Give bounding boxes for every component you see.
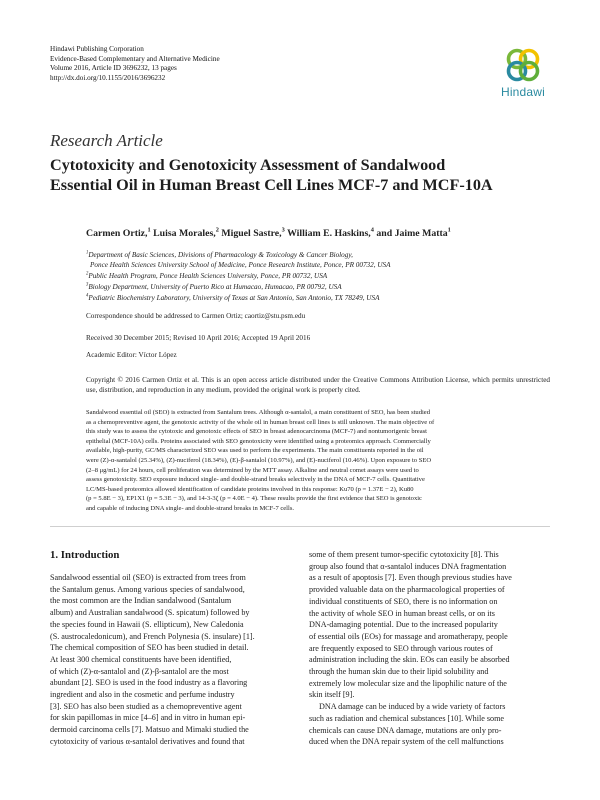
affiliation xyxy=(86,283,556,293)
body-line: administration including the skin. EOs can easily be absorbed xyxy=(309,655,510,665)
body-line: DNA-damaging potential. Due to the increased popularity xyxy=(309,620,498,630)
body-line: chemicals can cause DNA damage, mutations are only pro- xyxy=(309,725,502,735)
affil-marker: 4 xyxy=(86,293,89,299)
copyright-notice: Copyright © 2016 Carmen Ortiz et al. This is an open access article distributed under the Creative Commons Attribution License, which permits unrestricted use, distribution, and reproduction in any medium, provided the original work is properly cited. xyxy=(86,376,550,394)
body-line: provided valuable data on the pharmacological properties of xyxy=(309,585,505,595)
affil-text: Pediatric Biochemistry Laboratory, University of Texas at San Antonio, San Antonio, TX 78249, USA xyxy=(88,294,380,302)
body-line: for skin papillomas in mice [4–6] and in vitro in human epi- xyxy=(50,713,246,723)
affil-text: Public Health Program, Ponce Health Sciences University, Ponce, PR 00732, USA xyxy=(88,272,328,280)
affil-text: Ponce Health Sciences University School of Medicine, Ponce Research Institute, Ponce, PR 00732, USA xyxy=(90,260,391,269)
body-line: individual constituents of SEO, there is no information on xyxy=(309,596,498,606)
author-affil-marker: 4 xyxy=(370,226,374,234)
body-line: as a result of apoptosis [7]. Even though previous studies have xyxy=(309,573,512,583)
abstract-line: Sandalwood essential oil (SEO) is extracted from Santalum trees. Although α-santalol, a main constituent of SEO, has been studied xyxy=(86,409,430,416)
body-line: group also found that α-santalol induces DNA fragmentation xyxy=(309,561,507,571)
author-affil-marker: 1 xyxy=(147,226,151,234)
journal-header xyxy=(50,45,350,83)
affil-text: Department of Basic Sciences, Divisions of Pharmacology & Toxicology & Cancer Biology, xyxy=(88,251,353,259)
article-title xyxy=(50,156,560,195)
body-line: of which (Z)-α-santalol and (Z)-β-santalol are the most xyxy=(50,666,229,676)
author-name: and Jaime Matta xyxy=(376,228,448,239)
body-line: such as radiation and chemical substances [10]. While some xyxy=(309,713,505,723)
body-line: are frequently exposed to SEO through various routes of xyxy=(309,643,493,653)
body-line: The chemical composition of SEO has been studied in detail. xyxy=(50,643,249,653)
body-line: (S. austrocaledonicum), and French Polynesia (S. insulare) [1]. xyxy=(50,631,255,641)
body-line: duced when the DNA repair system of the cell malfunctions xyxy=(309,737,504,747)
body-line: the species found in Hawaii (S. ellipticum), New Caledonia xyxy=(50,619,244,629)
right-column xyxy=(309,549,550,748)
abstract-line: LC/MS-based proteomics allowed identification of candidate proteins involved in this response: Ku70 (p = 1.37E − 2), Ku80 xyxy=(86,485,414,493)
body-line: dermoid carcinoma cells [7]. Matsuo and Mimaki studied the xyxy=(50,725,249,735)
body-line: skin itself [9]. xyxy=(309,690,355,700)
journal-name: Evidence-Based Complementary and Alternative Medicine xyxy=(50,54,220,63)
abstract-line: were (Z)-α-santalol (25.34%), (Z)-nuciferol (18.34%), (E)-β-santalol (10.97%), and (E)-nuciferol (10.46%). Upon exposure to SEO xyxy=(86,456,432,464)
left-column xyxy=(50,572,291,748)
body-line: extremely low molecular size and the lipophilic nature of the xyxy=(309,678,507,688)
abstract-line: as a chemopreventive agent, the genotoxic activity of the whole oil in human breast cell lines is still unknown. The main objective of xyxy=(86,418,435,426)
abstract-line: assess genotoxicity. SEO exposure induced single- and double-strand breaks selectively in the DNA of MCF-7 cells. Quantitative xyxy=(86,476,425,484)
logo-wordmark: Hindawi xyxy=(500,85,546,99)
body-line: the most common are the Indian sandalwood (Santalum xyxy=(50,596,232,606)
abstract-line: available, high-purity, GC/MS characterized SEO was used to perform the experiments. The main constituents reported in the oil xyxy=(86,447,424,455)
correspondence: Correspondence should be addressed to Carmen Ortiz; caortiz@stu.psm.edu xyxy=(86,312,306,320)
hindawi-logo xyxy=(494,46,552,106)
author-affil-marker: 1 xyxy=(447,226,451,234)
affil-marker: 1 xyxy=(86,250,89,256)
affiliation xyxy=(86,272,556,282)
author-name: Luisa Morales, xyxy=(153,228,216,239)
article-type: Research Article xyxy=(50,131,163,150)
affil-marker: 3 xyxy=(86,282,89,288)
body-line: album) and Australian sandalwood (S. spicatum) followed by xyxy=(50,608,250,618)
abstract-line: this study was to assess the cytotoxic and genotoxic effects of SEO in breast adenocarcinoma (MCF-7) and nontumorigenic breast xyxy=(86,428,427,436)
volume-info: Volume 2016, Article ID 3696232, 13 pages xyxy=(50,64,177,73)
body-line: Sandalwood essential oil (SEO) is extracted from trees from xyxy=(50,573,246,582)
section-divider xyxy=(50,526,550,527)
publisher-name: Hindawi Publishing Corporation xyxy=(50,45,144,53)
body-line: some of them present tumor-specific cytotoxicity [8]. This xyxy=(309,550,499,559)
body-line: At least 300 chemical constituents have been identified, xyxy=(50,654,232,664)
doi-link[interactable]: http://dx.doi.org/10.1155/2016/3696232 xyxy=(50,73,166,82)
author-name: William E. Haskins, xyxy=(287,228,371,239)
affiliation xyxy=(86,294,556,304)
affil-marker: 2 xyxy=(86,271,89,277)
body-line: abundant [2]. SEO is used in the food industry as a flavoring xyxy=(50,678,248,688)
title-line: Cytotoxicity and Genotoxicity Assessment of Sandalwood xyxy=(50,156,446,174)
author-affil-marker: 3 xyxy=(281,226,285,234)
author-list xyxy=(86,228,556,239)
abstract-line: and capable of inducing DNA single- and double-strand breaks in MCF-7 cells. xyxy=(86,504,294,512)
academic-editor: Academic Editor: Víctor López xyxy=(86,351,177,359)
body-line: the Santalum genus. Among various species of sandalwood, xyxy=(50,584,245,594)
affiliation xyxy=(86,251,556,270)
author-name: Carmen Ortiz, xyxy=(86,228,148,239)
body-line: the activity of whole SEO in human breast cells, or on its xyxy=(309,608,495,618)
abstract xyxy=(86,408,550,514)
body-line: of essential oils (EOs) for massage and aromatherapy, people xyxy=(309,631,508,641)
hindawi-logo-icon xyxy=(504,46,542,84)
body-line: ingredient and also in the cosmetic and perfume industry xyxy=(50,690,235,700)
author-name: Miguel Sastre, xyxy=(221,228,282,239)
body-line: DNA damage can be induced by a wide variety of factors xyxy=(319,702,506,712)
abstract-line: (p = 5.8E − 3), EP1X1 (p = 5.3E − 3), and 14-3-3ζ (p = 4.0E − 4). These results provide the first evidence that SEO is genotoxic xyxy=(86,495,422,503)
affil-text: Biology Department, University of Puerto Rico at Humacao, Humacao, PR 00792, USA xyxy=(88,283,342,291)
body-line: through the human skin due to their lipid solubility and xyxy=(309,667,489,677)
article-dates: Received 30 December 2015; Revised 10 April 2016; Accepted 19 April 2016 xyxy=(86,334,311,342)
body-line: [3]. SEO has also been studied as a chemopreventive agent xyxy=(50,701,242,711)
title-line: Essential Oil in Human Breast Cell Lines MCF-7 and MCF-10A xyxy=(50,175,493,194)
abstract-line: epithelial (MCF-10A) cells. Proteins associated with SEO genotoxicity were identified using a proteomics approach. Commercially xyxy=(86,437,431,445)
author-affil-marker: 2 xyxy=(215,226,219,234)
body-line: cytotoxicity of various α-santalol derivatives and found that xyxy=(50,736,245,746)
abstract-line: (2–8 μg/mL) for 24 hours, cell proliferation was determined by the MTT assay. Alkaline and neutral comet assays were used to xyxy=(86,466,419,474)
section-heading: 1. Introduction xyxy=(50,549,120,561)
